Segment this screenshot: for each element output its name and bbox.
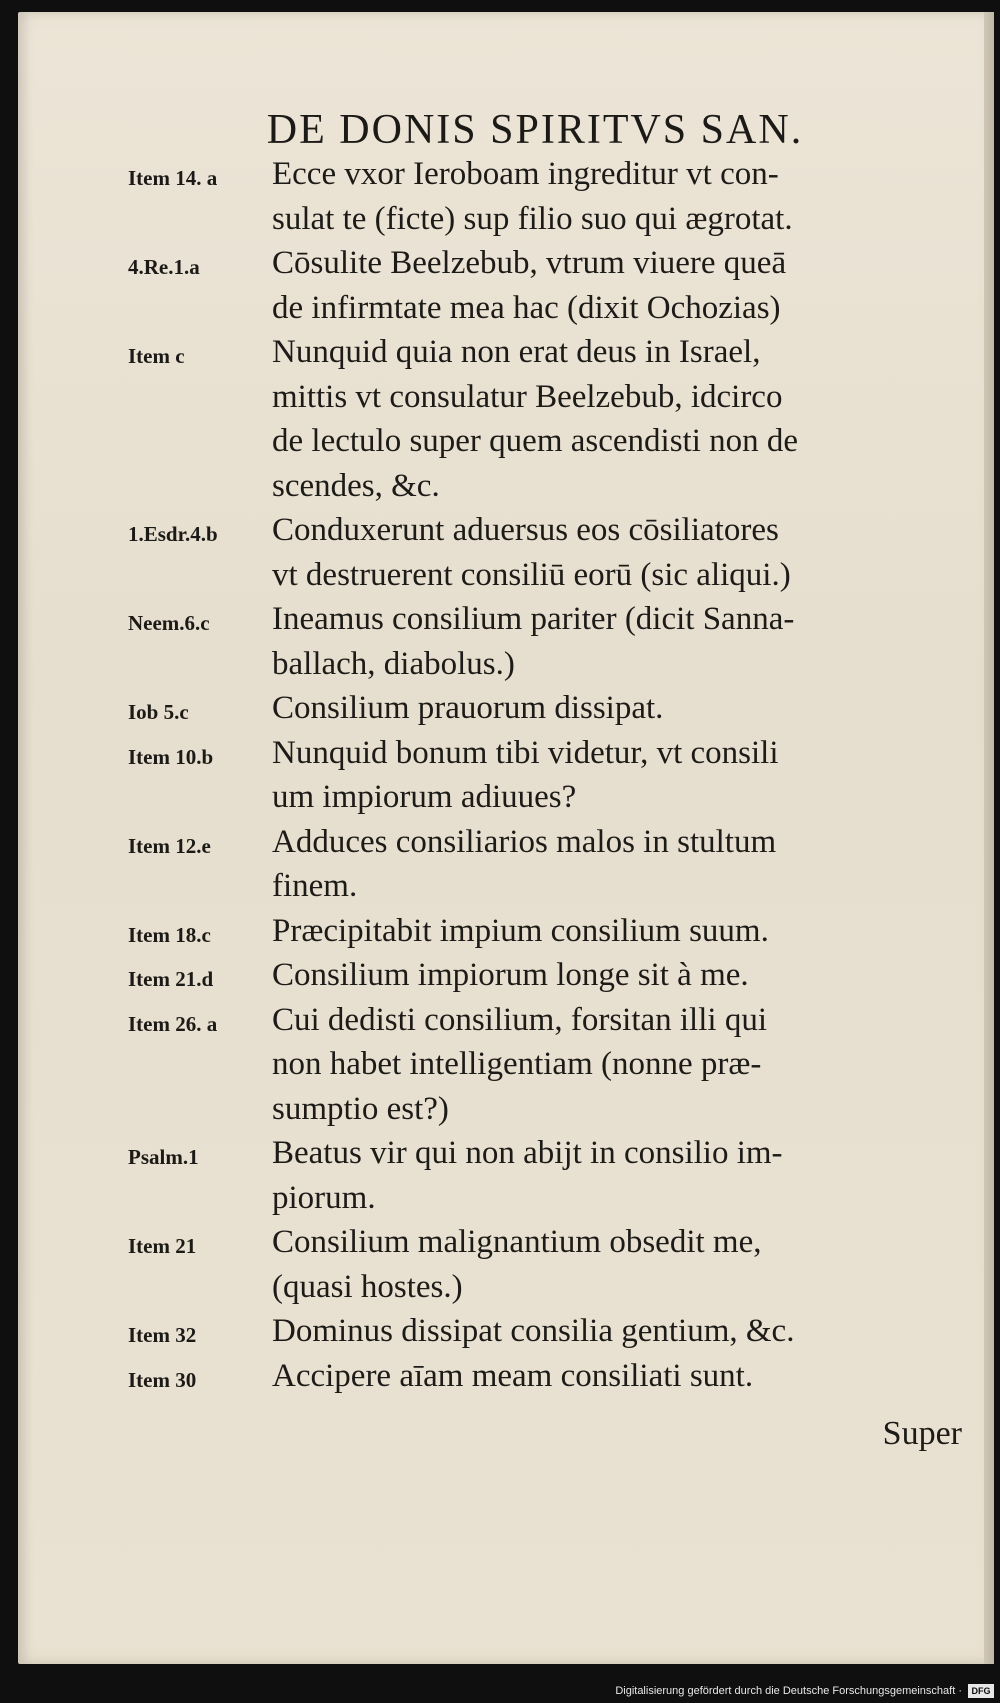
text-line: Ecce vxor Ieroboam ingreditur vt con- — [272, 156, 779, 192]
text-line: finem. — [272, 868, 358, 904]
text-line: Cōsulite Beelzebub, vtrum viuere queā — [272, 245, 787, 281]
text-line: mittis vt consulatur Beelzebub, idcirco — [272, 378, 783, 415]
marginal-reference: Item 14. a — [128, 166, 218, 190]
marginal-reference: Psalm.1 — [128, 1145, 199, 1169]
text-line: Dominus dissipat consilia gentium, &c. — [272, 1313, 795, 1349]
entry-row — [0, 597, 1000, 686]
entry-row — [0, 909, 1000, 954]
text-line: Nunquid bonum tibi videtur, vt consili — [272, 734, 779, 771]
marginal-reference: Item 21.d — [128, 967, 214, 991]
entry-row — [0, 953, 1000, 998]
footer-bar — [0, 1673, 1000, 1703]
text-line: vt destruerent consiliū eorū (sic aliqui.) — [272, 556, 791, 593]
text-line: scendes, &c. — [272, 467, 440, 504]
entry-row — [0, 1309, 1000, 1354]
marginal-reference: Item 12.e — [128, 833, 211, 858]
entry-row — [0, 820, 1000, 909]
marginal-reference: Neem.6.c — [128, 611, 210, 635]
text-line: de infirmtate mea hac (dixit Ochozias) — [272, 289, 781, 326]
text-line: Accipere aīam meam consiliati sunt. — [272, 1357, 754, 1394]
marginal-reference: Item 18.c — [128, 922, 211, 947]
entry-row — [0, 152, 1000, 241]
text-line: non habet intelligentiam (nonne præ- — [272, 1046, 762, 1082]
entry-row — [0, 330, 1000, 508]
text-line: de lectulo super quem ascendisti non de — [272, 423, 799, 459]
entry-row — [0, 998, 1000, 1132]
text-line: Consilium impiorum longe sit à me. — [272, 957, 749, 993]
entry-row — [0, 1131, 1000, 1220]
text-line: ballach, diabolus.) — [272, 645, 515, 682]
marginal-reference: 1.Esdr.4.b — [128, 522, 218, 546]
text-line: Nunquid quia non erat deus in Israel, — [272, 334, 761, 370]
marginal-reference: Item 32 — [128, 1323, 197, 1347]
marginal-reference: Item c — [128, 344, 185, 368]
marginal-reference: Item 10.b — [128, 744, 214, 769]
marginal-reference: Item 26. a — [128, 1011, 218, 1036]
text-line: um impiorum adiuues? — [272, 779, 577, 815]
entry-row — [0, 1354, 1000, 1399]
catchword: Super — [882, 1415, 962, 1452]
marginal-reference: Item 30 — [128, 1367, 197, 1392]
entry-list — [0, 152, 1000, 1398]
entry-row — [0, 241, 1000, 330]
entry-row — [0, 508, 1000, 597]
funding-notice: Digitalisierung gefördert durch die Deutsche Forschungsgemeinschaft · — [615, 1685, 962, 1697]
text-line: (quasi hostes.) — [272, 1268, 463, 1305]
marginal-reference: Iob 5.c — [128, 700, 189, 724]
text-line: Consilium malignantium obsedit me, — [272, 1224, 762, 1260]
text-line: sumptio est?) — [272, 1090, 449, 1127]
entry-row — [0, 1220, 1000, 1309]
text-line: Cui dedisti consilium, forsitan illi qui — [272, 1001, 767, 1038]
text-line: Beatus vir qui non abijt in consilio im- — [272, 1135, 783, 1171]
text-line: sulat te (ficte) sup filio suo qui ægrotat. — [272, 200, 793, 237]
marginal-reference: 4.Re.1.a — [128, 255, 200, 279]
text-line: Consilium prauorum dissipat. — [272, 690, 664, 726]
text-line: piorum. — [272, 1179, 376, 1216]
entry-row — [0, 731, 1000, 820]
text-line: Præcipitabit impium consilium suum. — [272, 912, 769, 949]
marginal-reference: Item 21 — [128, 1234, 197, 1258]
text-line: Conduxerunt aduersus eos cōsiliatores — [272, 512, 779, 548]
entry-row — [0, 686, 1000, 731]
running-head: DE DONIS SPIRITVS SAN. — [266, 107, 804, 153]
text-line: Adduces consiliarios malos in stultum — [272, 823, 777, 860]
dfg-logo-icon: DFG — [968, 1684, 994, 1698]
text-line: Ineamus consilium pariter (dicit Sanna- — [272, 601, 795, 637]
